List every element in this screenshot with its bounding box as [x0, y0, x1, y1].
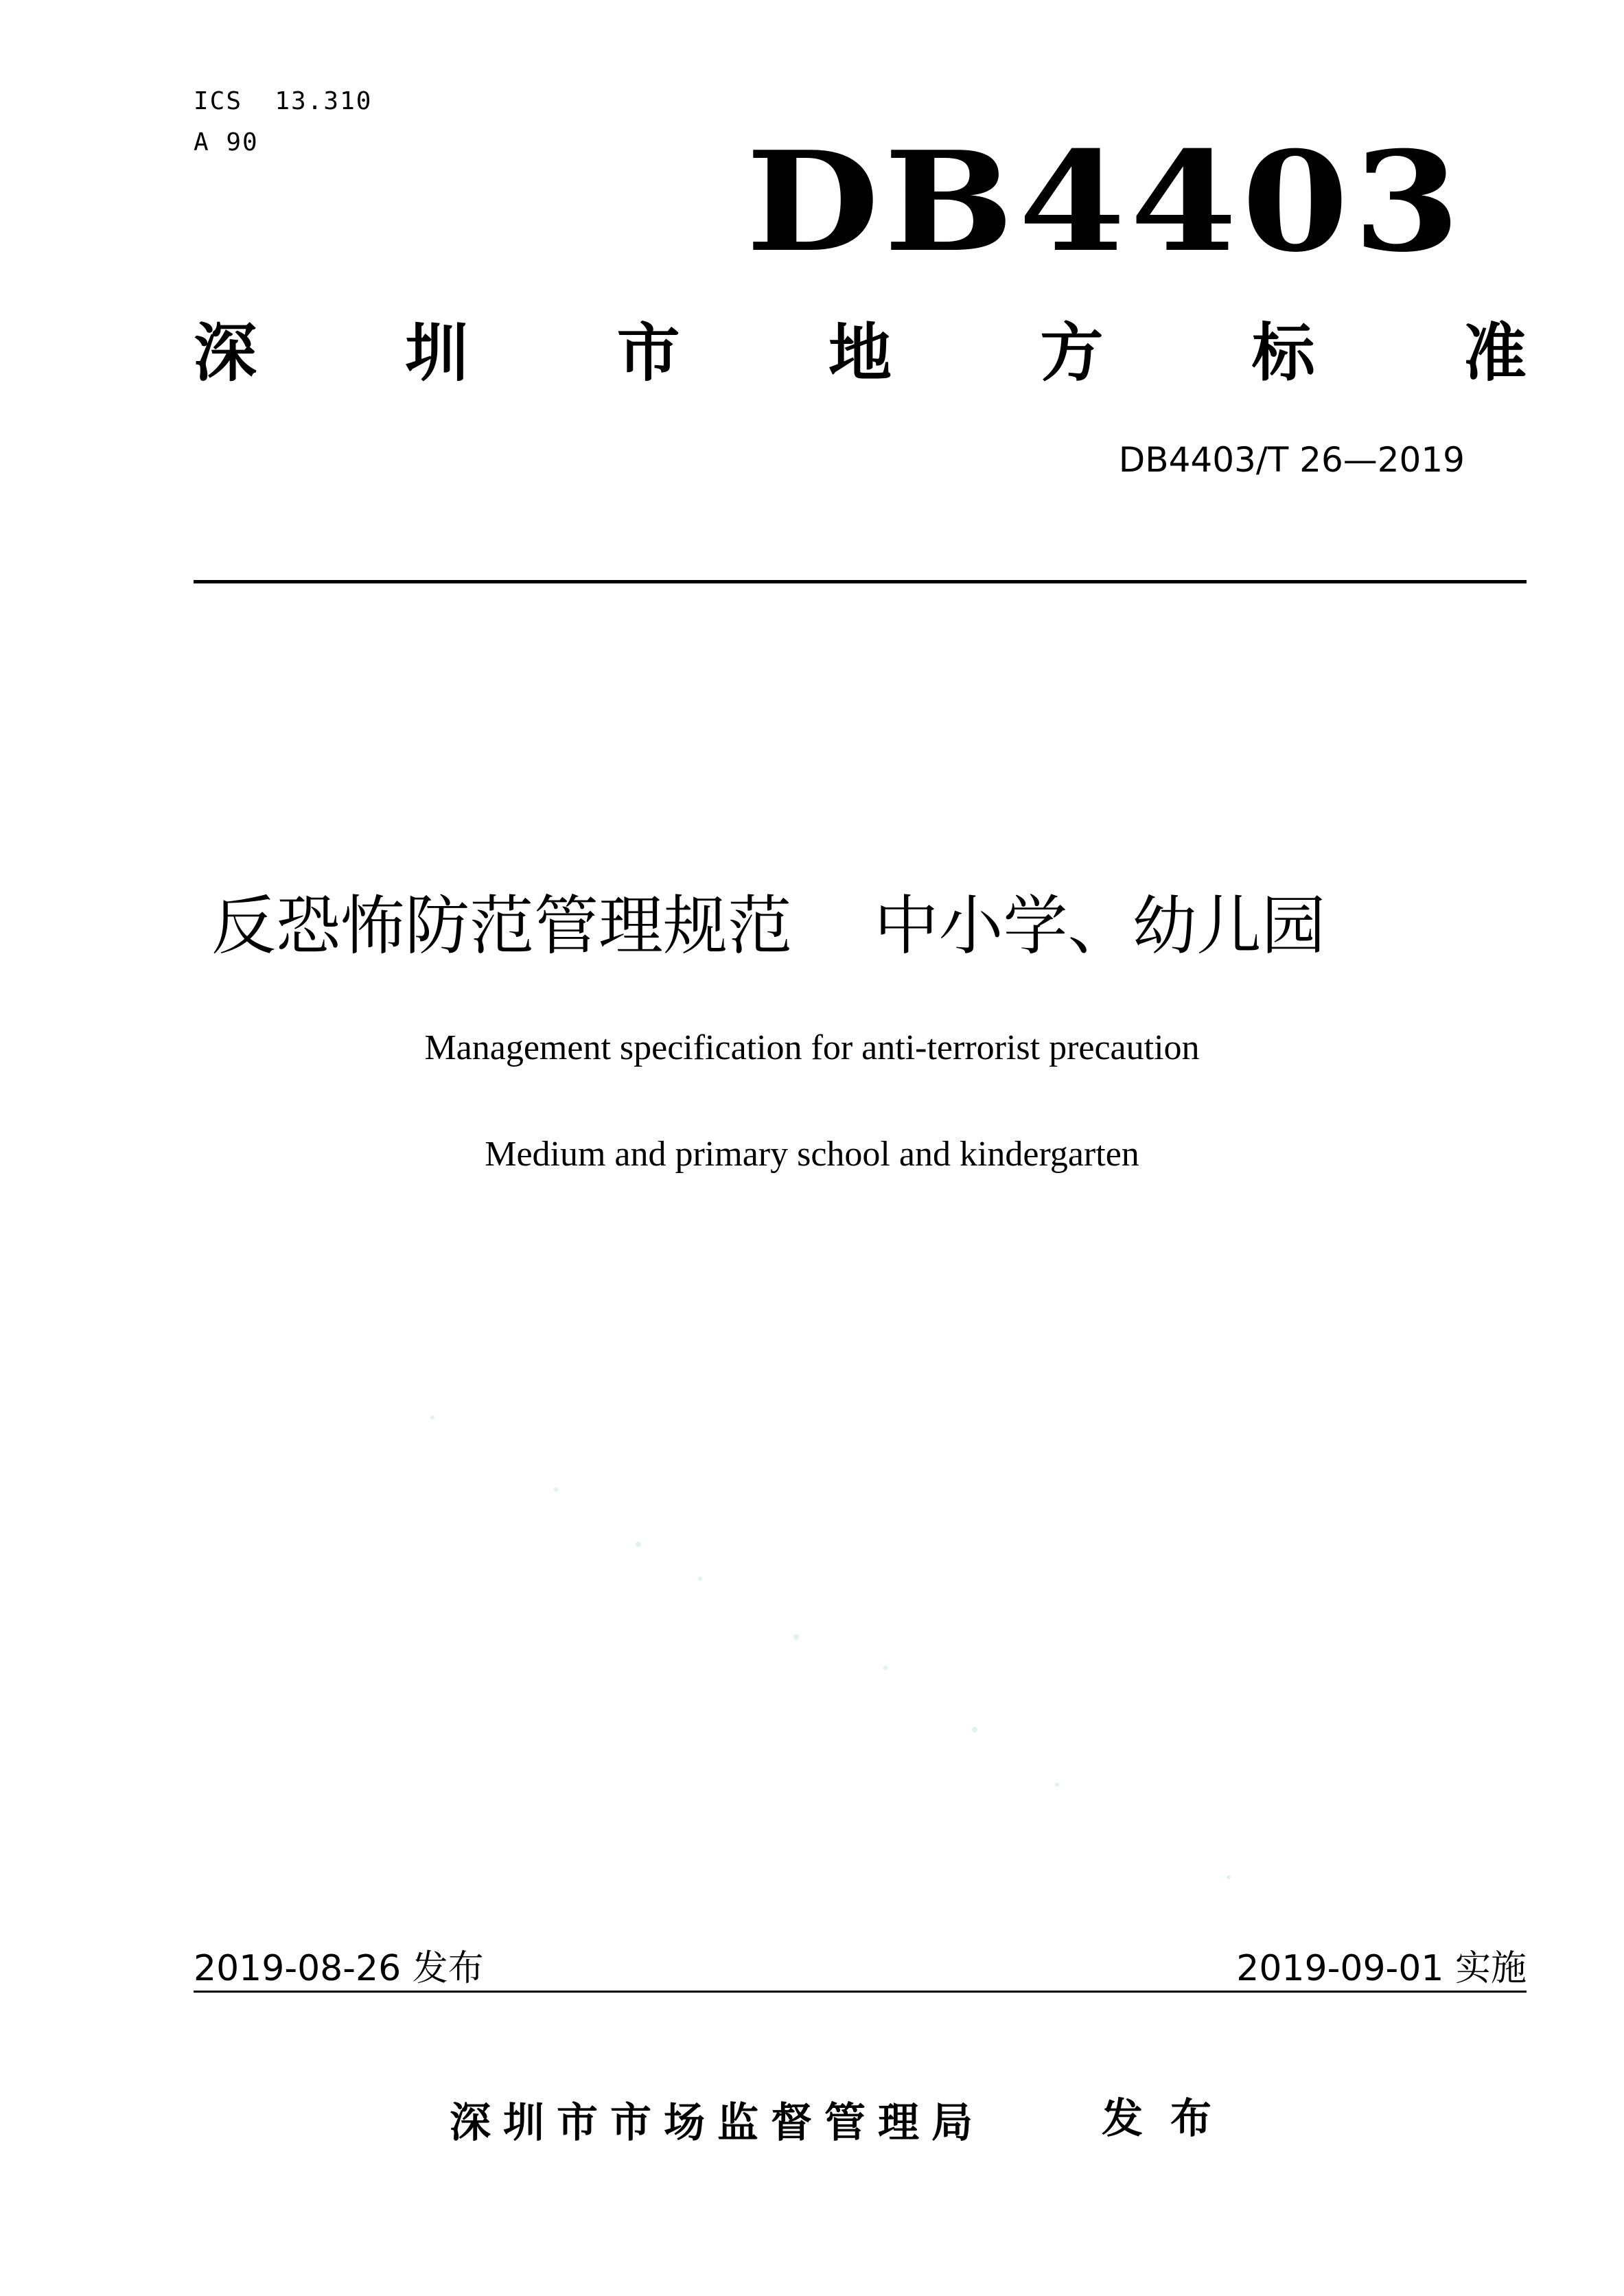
heading-char: 地	[828, 316, 892, 390]
publisher-name: 深圳市市场监督管理局	[450, 2099, 985, 2147]
standard-code: DB4403	[745, 121, 1465, 283]
heading-char: 标	[1251, 316, 1315, 390]
ics-code: ICS 13.310	[194, 87, 373, 115]
ccs-code: A 90	[194, 128, 259, 156]
heading-char: 方	[1040, 316, 1104, 390]
heading-char: 圳	[405, 316, 469, 390]
issue-date: 2019-08-26 发布	[194, 1948, 484, 1989]
title-chinese: 反恐怖防范管理规范 中小学、幼儿园	[211, 889, 1326, 964]
heading-char: 准	[1463, 316, 1527, 390]
date-row	[194, 1948, 1527, 1989]
heading-char: 深	[194, 316, 257, 390]
document-number: DB4403/T 26—2019	[1118, 440, 1465, 480]
implementation-date: 2019-09-01 实施	[1236, 1948, 1527, 1989]
footer-divider	[194, 1991, 1527, 1993]
title-english-line-2: Medium and primary school and kindergarten	[485, 1135, 1139, 1174]
heading-char: 市	[616, 316, 680, 390]
title-english-line-1: Management specification for anti-terrorist precaution	[424, 1028, 1200, 1067]
publish-label: 发布	[1102, 2095, 1239, 2143]
